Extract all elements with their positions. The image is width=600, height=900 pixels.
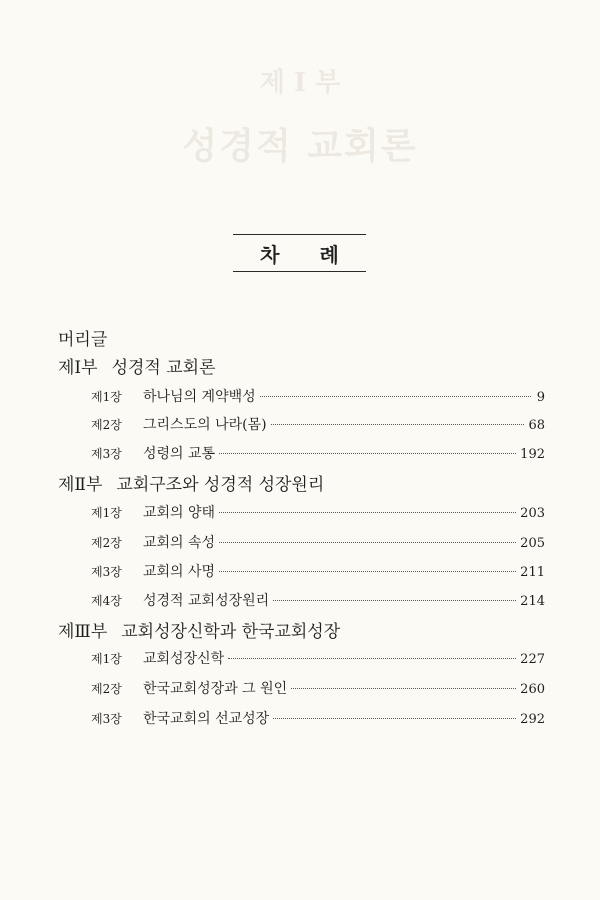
chapter-number: 제1장: [91, 506, 122, 520]
part-number: 제Ⅲ부: [58, 622, 108, 642]
chapter-number: 제3장: [91, 565, 122, 579]
chapter-title: 교회의 사명: [143, 564, 216, 580]
dot-leader: [273, 600, 516, 601]
chapter-title: 성령의 교통: [143, 446, 216, 462]
chapter-number: 제2장: [91, 536, 122, 550]
chapter-title: 성경적 교회성장원리: [143, 593, 270, 609]
dot-leader: [291, 688, 516, 689]
page-number: 192: [520, 447, 545, 462]
chapter-number: 제2장: [91, 682, 122, 696]
show-through-title: 성경적 교회론: [182, 125, 418, 167]
toc-chapter-entry[interactable]: [91, 561, 545, 581]
toc-chapter-entry[interactable]: [91, 708, 545, 728]
toc-chapter-entry[interactable]: [91, 648, 545, 668]
chapter-title: 한국교회성장과 그 원인: [143, 681, 288, 697]
page-number: 292: [520, 712, 545, 727]
part-title: 성경적 교회론: [111, 358, 216, 378]
toc-heading-char-2: 례: [319, 242, 339, 267]
chapter-title: 교회의 속성: [143, 535, 216, 551]
dot-leader: [219, 453, 516, 454]
toc-part-3[interactable]: [58, 617, 340, 642]
dot-leader: [260, 396, 531, 397]
dot-leader: [228, 658, 516, 659]
show-through-part-heading: 제 I 부: [259, 68, 341, 98]
toc-heading: [233, 234, 366, 272]
chapter-number: 제4장: [91, 594, 122, 608]
page-number: 205: [520, 536, 545, 551]
chapter-title: 교회성장신학: [143, 651, 225, 667]
chapter-number: 제3장: [91, 447, 122, 461]
toc-chapter-entry[interactable]: [91, 532, 545, 552]
page-number: 260: [520, 682, 545, 697]
page-number: 211: [520, 565, 545, 580]
part-number: 제Ⅰ부: [58, 358, 98, 378]
page-number: 227: [520, 652, 545, 667]
toc-chapter-entry[interactable]: [91, 386, 545, 406]
chapter-title: 교회의 양태: [143, 505, 216, 521]
toc-part-1[interactable]: [58, 353, 216, 378]
dot-leader: [219, 571, 516, 572]
toc-part-2[interactable]: [58, 470, 324, 495]
dot-leader: [219, 542, 516, 543]
toc-chapter-entry[interactable]: [91, 414, 545, 434]
page-number: 9: [536, 390, 545, 405]
toc-chapter-entry[interactable]: [91, 502, 545, 522]
page-number: 203: [520, 506, 545, 521]
chapter-title: 하나님의 계약백성: [143, 389, 256, 405]
chapter-title: 그리스도의 나라(몸): [143, 417, 267, 433]
chapter-title: 한국교회의 선교성장: [143, 711, 270, 727]
dot-leader: [219, 512, 516, 513]
dot-leader: [273, 718, 516, 719]
dot-leader: [271, 424, 525, 425]
chapter-number: 제3장: [91, 712, 122, 726]
toc-chapter-entry[interactable]: [91, 590, 545, 610]
part-number: 제Ⅱ부: [58, 475, 103, 495]
chapter-number: 제2장: [91, 418, 122, 432]
toc-chapter-entry[interactable]: [91, 678, 545, 698]
part-title: 교회성장신학과 한국교회성장: [121, 622, 341, 642]
page-number: 68: [528, 418, 545, 433]
page-number: 214: [520, 594, 545, 609]
part-title: 교회구조와 성경적 성장원리: [116, 475, 325, 495]
toc-chapter-entry[interactable]: [91, 443, 545, 463]
chapter-number: 제1장: [91, 652, 122, 666]
chapter-number: 제1장: [91, 390, 122, 404]
toc-entry-preface[interactable]: 머리글: [58, 330, 108, 350]
toc-heading-char-1: 차: [260, 242, 280, 267]
